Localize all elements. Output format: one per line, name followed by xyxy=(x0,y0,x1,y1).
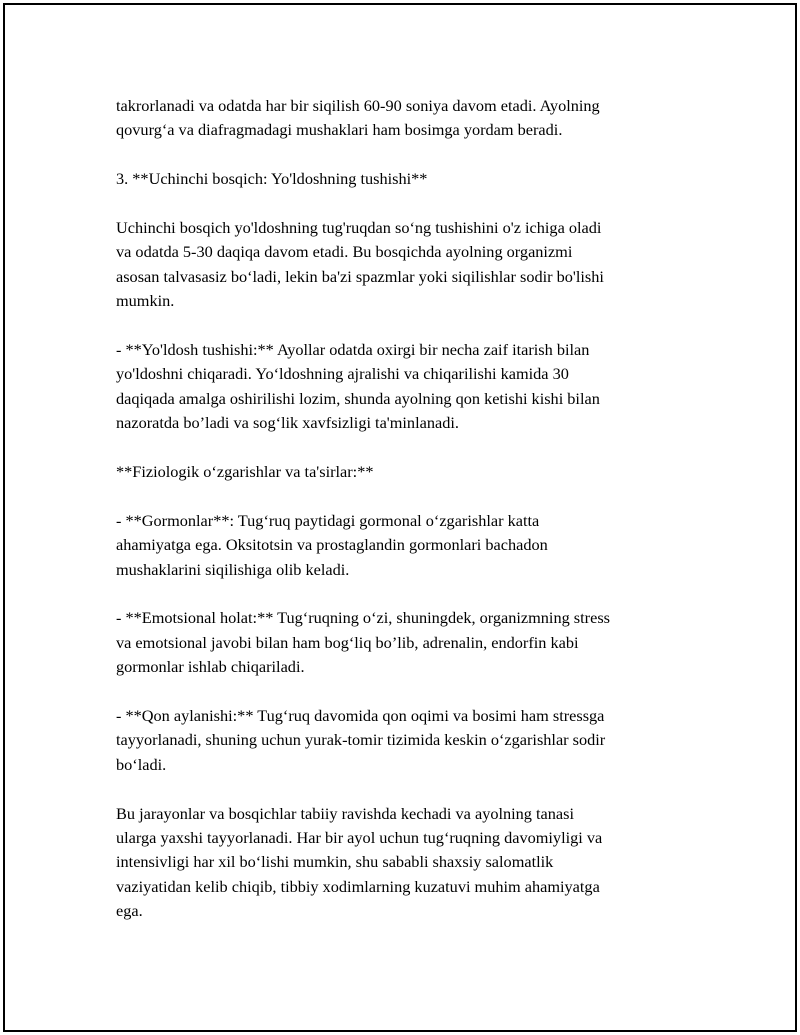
heading-third-stage: 3. **Uchinchi bosqich: Yo'ldoshning tushishi** xyxy=(116,169,428,189)
paragraph-third-stage: Uchinchi bosqich yo'ldoshning tug'ruqdan so‘ng tushishini o'z ichiga oladi va odatda 5-30 daqiqa davom etadi. Bu bosqichda ayolning organizmi asosan talvasasiz bo‘ladi, lekin ba'zi spazmlar yoki siqilishlar sodir bo'lishi mumkin. xyxy=(116,218,604,311)
list-item-hormones: - **Gormonlar**: Tug‘ruq paytidagi gormonal o‘zgarishlar katta ahamiyatga ega. Oksitotsin va prostaglandin gormonlari bachadon mushaklarini siqilishiga olib keladi. xyxy=(116,510,548,579)
document-body xyxy=(116,94,696,948)
paragraph-conclusion: Bu jarayonlar va bosqichlar tabiiy ravishda kechadi va ayolning tanasi ularga yaxshi tayyorlanadi. Har bir ayol uchun tug‘ruqning davomiyligi va intensivligi har xil bo‘lishi mumkin, shu sababli shaxsiy salomatlik vaziyatidan kelib chiqib, tibbiy xodimlarning kuzatuvi muhim ahamiyatga ega. xyxy=(116,803,603,921)
list-item-emotional-state: - **Emotsional holat:** Tug‘ruqning o‘zi, shuningdek, organizmning stress va emotsional javobi bilan ham bog‘liq bo’lib, adrenalin, endorfin kabi gormonlar ishlab chiqariladi. xyxy=(116,608,610,677)
list-item-placenta-delivery: - **Yo'ldosh tushishi:** Ayollar odatda oxirgi bir necha zaif itarish bilan yo'ldoshni chiqaradi. Yo‘ldoshning ajralishi va chiqarilishi kamida 30 daqiqada amalga oshirilishi lozim, shunda ayolning qon ketishi kishi bilan nazoratda bo’ladi va sog‘lik xavfsizligi ta'minlanadi. xyxy=(116,340,600,433)
list-item-circulation: - **Qon aylanishi:** Tug‘ruq davomida qon oqimi va bosimi ham stressga tayyorlanadi, shuning uchun yurak-tomir tizimida keskin o‘zgarishlar sodir bo‘ladi. xyxy=(116,706,606,774)
paragraph-contraction-continuation: takrorlanadi va odatda har bir siqilish 60-90 soniya davom etadi. Ayolning qovurg‘a va diafragmadagi mushaklari ham bosimga yordam beradi. xyxy=(116,96,600,140)
heading-physiological-changes: **Fiziologik o‘zgarishlar va ta'sirlar:** xyxy=(116,462,374,482)
